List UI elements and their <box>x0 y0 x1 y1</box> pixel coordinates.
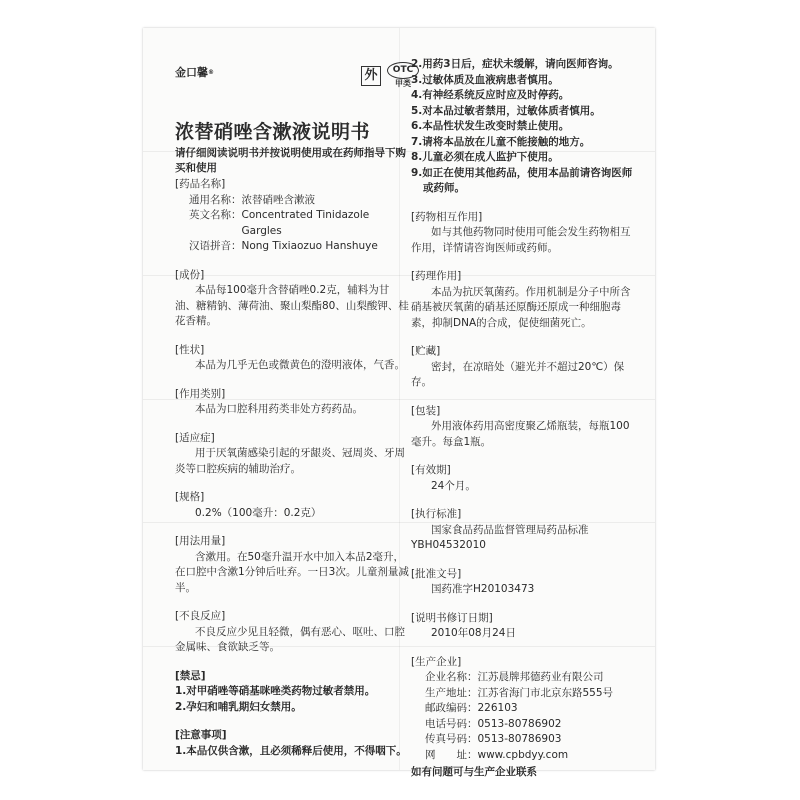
section-pharmacology <box>411 269 633 331</box>
otc-badge: OTC <box>387 62 419 79</box>
section-heading: [说明书修订日期] <box>411 611 493 624</box>
manufacturer-name <box>411 670 633 686</box>
section-body: 0.2%（100毫升：0.2克） <box>195 506 322 519</box>
section-body: 不良反应少见且轻微，偶有恶心、呕吐、口腔金属味、食欲缺乏等。 <box>175 625 405 653</box>
usage-warning: 请仔细阅读说明书并按说明使用或在药师指导下购买和使用 <box>175 147 406 174</box>
manufacturer-phone <box>411 717 633 733</box>
section-contraindications <box>175 669 410 716</box>
manufacturer-postcode <box>411 701 633 717</box>
right-column <box>411 57 633 781</box>
drug-name-pinyin <box>175 239 410 255</box>
otc-class-label: 甲类 <box>395 79 411 88</box>
field-label: 网 址： <box>425 748 478 761</box>
field-value: 江苏省海门市北京东路555号 <box>477 686 614 699</box>
section-precautions <box>175 728 410 759</box>
list-item: 6.本品性状发生改变时禁止使用。 <box>411 120 570 132</box>
list-item: 5.对本品过敏者禁用，过敏体质者慎用。 <box>411 104 601 117</box>
contact-note: 如有问题可与生产企业联系 <box>411 766 537 778</box>
drug-name-english <box>175 208 410 239</box>
section-heading: [成份] <box>175 268 205 281</box>
section-heading: [贮藏] <box>411 345 441 357</box>
section-body: 本品为抗厌氧菌药。作用机制是分子中所含硝基被厌氧菌的硝基还原酶还原成一种细胞毒素，抑制DNA的合成，促使细菌死亡。 <box>411 285 631 329</box>
field-value: Concentrated Tinidazole Gargles <box>241 209 370 237</box>
manufacturer-address <box>411 686 633 702</box>
section-heading: [禁忌] <box>175 669 206 682</box>
manufacturer-website <box>411 748 633 764</box>
list-item: 7.请将本品放在儿童不能接触的地方。 <box>411 135 591 148</box>
list-item: 1.本品仅供含漱，且必须稀释后使用，不得咽下。 <box>175 744 407 757</box>
section-heading: [注意事项] <box>175 729 227 741</box>
section-heading: [批准文号] <box>411 567 462 580</box>
list-item: 2.用药3日后，症状未缓解，请向医师咨询。 <box>411 58 619 70</box>
section-heading: [不良反应] <box>175 610 226 622</box>
section-body: 国药准字H20103473 <box>431 583 535 595</box>
section-heading: [药理作用] <box>411 270 462 282</box>
section-composition <box>175 268 410 330</box>
drug-name-generic <box>175 193 410 209</box>
section-manufacturer <box>411 655 633 764</box>
section-body: 密封，在凉暗处（避光并不超过20℃）保存。 <box>411 360 625 388</box>
list-item: 3.过敏体质及血液病患者慎用。 <box>411 73 559 86</box>
section-heading: [性状] <box>175 343 205 356</box>
field-value: 0513-80786902 <box>477 717 562 730</box>
section-validity <box>411 463 633 494</box>
section-body: 国家食品药品监督管理局药品标准YBH04532010 <box>411 523 589 551</box>
manufacturer-fax <box>411 732 633 748</box>
document-title: 浓替硝唑含漱液说明书 <box>175 120 371 143</box>
section-heading: [生产企业] <box>411 655 462 668</box>
section-body: 本品为几乎无色或微黄色的澄明液体，气香。 <box>195 359 405 371</box>
section-approval <box>411 567 633 598</box>
field-value: www.cpbdyy.com <box>477 748 569 761</box>
field-value: 江苏晨牌邦德药业有限公司 <box>477 671 604 683</box>
section-indications <box>175 431 410 478</box>
field-value: 226103 <box>477 702 518 714</box>
brand-name: 金口馨 <box>175 66 208 79</box>
external-use-mark: 外 <box>361 66 381 86</box>
section-drug-name <box>175 177 410 255</box>
section-heading: [执行标准] <box>411 508 462 520</box>
section-properties <box>175 343 410 374</box>
list-item: 4.有神经系统反应时应及时停药。 <box>411 89 570 101</box>
section-body: 2010年08月24日 <box>431 627 516 639</box>
section-package <box>411 404 633 451</box>
section-heading: [有效期] <box>411 464 451 476</box>
left-column <box>175 64 414 759</box>
section-heading: [药品名称] <box>175 178 226 190</box>
field-value: Nong Tixiaozuo Hanshuye <box>241 240 378 252</box>
field-label: 邮政编码： <box>425 702 478 714</box>
field-label: 电话号码： <box>425 717 478 730</box>
section-body: 24个月。 <box>431 479 476 492</box>
section-revision <box>411 611 633 642</box>
list-item: 9.如正在使用其他药品，使用本品前请咨询医师或药师。 <box>411 166 633 194</box>
section-body: 用于厌氧菌感染引起的牙龈炎、冠周炎、牙周炎等口腔疾病的辅助治疗。 <box>175 447 405 475</box>
section-heading: [药物相互作用] <box>411 210 483 223</box>
section-dosage <box>175 534 410 596</box>
section-body: 本品每100毫升含替硝唑0.2克，辅料为甘油、糖精钠、薄荷油、聚山梨酯80、山梨酸钾、桂花香精。 <box>175 284 409 327</box>
field-label: 通用名称： <box>189 193 242 206</box>
leaflet-paper <box>143 28 655 778</box>
field-value: 浓替硝唑含漱液 <box>241 193 315 206</box>
section-interactions <box>411 210 633 257</box>
section-body: 本品为口腔科用药类非处方药药品。 <box>195 403 363 415</box>
field-label: 生产地址： <box>425 686 478 699</box>
section-adverse <box>175 609 410 656</box>
list-item: 8.儿童必须在成人监护下使用。 <box>411 151 559 163</box>
section-body: 含漱用。在50毫升温开水中加入本品2毫升，在口腔中含漱1分钟后吐弃。一日3次。儿童剂量减半。 <box>175 550 409 594</box>
field-value: 0513-80786903 <box>477 733 562 745</box>
field-label: 企业名称： <box>425 671 478 683</box>
section-category <box>175 387 410 418</box>
section-heading: [包装] <box>411 404 441 417</box>
section-body: 外用液体药用高密度聚乙烯瓶装，每瓶100毫升。每盒1瓶。 <box>411 420 630 448</box>
list-item: 2.孕妇和哺乳期妇女禁用。 <box>175 700 302 713</box>
field-label: 传真号码： <box>425 733 478 745</box>
registered-mark: ® <box>208 69 214 76</box>
field-label: 英文名称： <box>189 209 242 221</box>
section-heading: [作用类别] <box>175 387 226 400</box>
section-body: 如与其他药物同时使用可能会发生药物相互作用，详情请咨询医师或药师。 <box>411 226 631 254</box>
precautions-continued <box>411 57 633 197</box>
section-heading: [规格] <box>175 491 205 503</box>
section-standard <box>411 507 633 554</box>
section-spec <box>175 490 410 521</box>
field-label: 汉语拼音： <box>189 240 242 252</box>
section-storage <box>411 344 633 391</box>
section-heading: [用法用量] <box>175 535 226 547</box>
section-heading: [适应症] <box>175 431 215 444</box>
list-item: 1.对甲硝唑等硝基咪唑类药物过敏者禁用。 <box>175 685 376 697</box>
